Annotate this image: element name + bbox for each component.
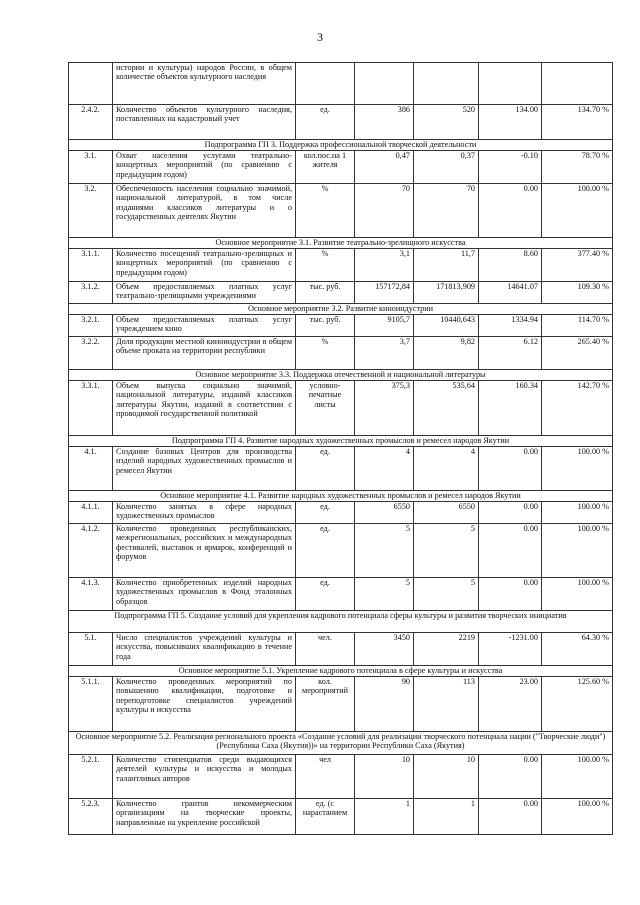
indicator-name: истории и культуры) народов России, в общем количестве объектов культурного наследия bbox=[113, 63, 296, 105]
actual-value: 6550 bbox=[414, 502, 479, 524]
planned-value: 1 bbox=[355, 799, 414, 835]
achievement-percent: 109.30 % bbox=[542, 282, 613, 304]
table-row bbox=[69, 315, 613, 337]
unit-of-measure: условно-печатные листы bbox=[296, 381, 355, 436]
achievement-percent: 142.70 % bbox=[542, 381, 613, 436]
actual-value: 2219 bbox=[414, 633, 479, 666]
deviation-value: 0.00 bbox=[479, 502, 542, 524]
row-number: 3.2. bbox=[69, 184, 113, 238]
achievement-percent: 100.00 % bbox=[542, 799, 613, 835]
section-row bbox=[69, 611, 613, 633]
deviation-value: 6.12 bbox=[479, 337, 542, 370]
indicator-name: Количество занятых в сфере народных художественных промыслов bbox=[113, 502, 296, 524]
achievement-percent: 78.70 % bbox=[542, 151, 613, 184]
unit-of-measure: ед. bbox=[296, 578, 355, 611]
row-number bbox=[69, 63, 113, 105]
table-row bbox=[69, 249, 613, 282]
deviation-value bbox=[479, 63, 542, 105]
section-heading: Основное мероприятие 5.2. Реализация регионального проекта «Создание условий для реализации творческого потенциала нации ("Творческие люди") (Республика Саха (Якутия))» на территории Республики Саха (Якутия) bbox=[69, 732, 613, 755]
actual-value: 9,82 bbox=[414, 337, 479, 370]
table-row bbox=[69, 502, 613, 524]
actual-value: 113 bbox=[414, 677, 479, 732]
deviation-value: 134.00 bbox=[479, 105, 542, 140]
actual-value: 10440,643 bbox=[414, 315, 479, 337]
deviation-value: 160.34 bbox=[479, 381, 542, 436]
planned-value: 3,1 bbox=[355, 249, 414, 282]
table-row bbox=[69, 755, 613, 799]
deviation-value: 1334.94 bbox=[479, 315, 542, 337]
actual-value: 5 bbox=[414, 524, 479, 578]
actual-value: 4 bbox=[414, 447, 479, 491]
indicator-name: Объем выпуска социально значимой, национальной литературы, изданий классиков литературы Якутии, изданий в соответствии с проводимой государственной политикой bbox=[113, 381, 296, 436]
achievement-percent: 100.00 % bbox=[542, 578, 613, 611]
deviation-value: -0.10 bbox=[479, 151, 542, 184]
section-heading: Подпрограмма ГП 5. Создание условий для укрепления кадрового потенциала сферы культуры и развития творческих инициатив bbox=[69, 611, 613, 633]
planned-value: 3,7 bbox=[355, 337, 414, 370]
actual-value: 1 bbox=[414, 799, 479, 835]
deviation-value: 0.00 bbox=[479, 524, 542, 578]
deviation-value: 23.00 bbox=[479, 677, 542, 732]
row-number: 5.1. bbox=[69, 633, 113, 666]
indicator-name: Количество проведенных республиканских, межрегиональных, российских и международных фестивалей, выставок и ярмарок, конференций и форумов bbox=[113, 524, 296, 578]
unit-of-measure: % bbox=[296, 337, 355, 370]
indicator-name: Охват населения услугами театрально-концертных мероприятий (по сравнению с предыдущим годом) bbox=[113, 151, 296, 184]
section-heading: Подпрограмма ГП 3. Поддержка профессиональной творческой деятельности bbox=[69, 140, 613, 151]
unit-of-measure: ед. bbox=[296, 105, 355, 140]
unit-of-measure bbox=[296, 63, 355, 105]
section-heading: Подпрограмма ГП 4. Развитие народных художественных промыслов и ремесел народов Якутии bbox=[69, 436, 613, 447]
deviation-value: -1231.00 bbox=[479, 633, 542, 666]
unit-of-measure: тыс. руб. bbox=[296, 315, 355, 337]
planned-value: 3450 bbox=[355, 633, 414, 666]
indicator-name: Количество грантов некоммерческим организациям на творческие проекты, направленные на укрепление российской bbox=[113, 799, 296, 835]
indicator-name: Количество стипендиатов среди выдающихся деятелей культуры и искусства и молодых талантливых авторов bbox=[113, 755, 296, 799]
table-row bbox=[69, 105, 613, 140]
deviation-value: 0.00 bbox=[479, 755, 542, 799]
table-row bbox=[69, 677, 613, 732]
section-row bbox=[69, 238, 613, 249]
planned-value: 9105,7 bbox=[355, 315, 414, 337]
table-row bbox=[69, 447, 613, 491]
achievement-percent: 100.00 % bbox=[542, 755, 613, 799]
planned-value: 5 bbox=[355, 524, 414, 578]
unit-of-measure: кол. мероприятий bbox=[296, 677, 355, 732]
row-number: 4.1.3. bbox=[69, 578, 113, 611]
unit-of-measure: кол.пос.на 1 жителя bbox=[296, 151, 355, 184]
achievement-percent: 100.00 % bbox=[542, 184, 613, 238]
deviation-value: 0.00 bbox=[479, 578, 542, 611]
achievement-percent: 265.40 % bbox=[542, 337, 613, 370]
row-number: 3.2.1. bbox=[69, 315, 113, 337]
achievement-percent bbox=[542, 63, 613, 105]
planned-value: 90 bbox=[355, 677, 414, 732]
planned-value bbox=[355, 63, 414, 105]
actual-value: 5 bbox=[414, 578, 479, 611]
achievement-percent: 100.00 % bbox=[542, 447, 613, 491]
deviation-value: 14641.07 bbox=[479, 282, 542, 304]
section-row bbox=[69, 666, 613, 677]
unit-of-measure: ед. (с нарастанием bbox=[296, 799, 355, 835]
table-row bbox=[69, 524, 613, 578]
unit-of-measure: ед. bbox=[296, 524, 355, 578]
row-number: 3.1. bbox=[69, 151, 113, 184]
row-number: 3.2.2. bbox=[69, 337, 113, 370]
indicator-name: Доля продукции местной киноиндустрии в общем объеме проката на территории республики bbox=[113, 337, 296, 370]
table-row bbox=[69, 282, 613, 304]
indicator-name: Объем предоставляемых платных услуг театрально-зрелищными учреждениями bbox=[113, 282, 296, 304]
planned-value: 0,47 bbox=[355, 151, 414, 184]
indicator-name: Обеспеченность населения социально значимой, национальной литературой, в том числе изданиями классиков литературы и о государственных деятелях Якутии bbox=[113, 184, 296, 238]
planned-value: 5 bbox=[355, 578, 414, 611]
row-number: 3.3.1. bbox=[69, 381, 113, 436]
planned-value: 6550 bbox=[355, 502, 414, 524]
section-heading: Основное мероприятие 5.1. Укрепление кадрового потенциала в сфере культуры и искусства bbox=[69, 666, 613, 677]
actual-value bbox=[414, 63, 479, 105]
achievement-percent: 377.40 % bbox=[542, 249, 613, 282]
section-row bbox=[69, 491, 613, 502]
row-number: 2.4.2. bbox=[69, 105, 113, 140]
planned-value: 386 bbox=[355, 105, 414, 140]
unit-of-measure: % bbox=[296, 249, 355, 282]
achievement-percent: 100.00 % bbox=[542, 524, 613, 578]
section-row bbox=[69, 140, 613, 151]
actual-value: 535,64 bbox=[414, 381, 479, 436]
table-row bbox=[69, 337, 613, 370]
table-row bbox=[69, 184, 613, 238]
unit-of-measure: чел. bbox=[296, 633, 355, 666]
section-row bbox=[69, 370, 613, 381]
achievement-percent: 134.70 % bbox=[542, 105, 613, 140]
section-row bbox=[69, 304, 613, 315]
row-number: 5.1.1. bbox=[69, 677, 113, 732]
table-row bbox=[69, 578, 613, 611]
unit-of-measure: ед. bbox=[296, 502, 355, 524]
row-number: 4.1.2. bbox=[69, 524, 113, 578]
section-heading: Основное мероприятие 4.1. Развитие народных художественных промыслов и ремесел народов Якутии bbox=[69, 491, 613, 502]
indicator-name: Количество проведенных мероприятий по повышению квалификации, подготовке и переподготовке специалистов учреждений культуры и искусства bbox=[113, 677, 296, 732]
indicator-name: Количество объектов культурного наследия, поставленных на кадастровый учет bbox=[113, 105, 296, 140]
deviation-value: 8.60 bbox=[479, 249, 542, 282]
indicator-name: Создание базовых Центров для производства изделий народных художественных промыслов и ремесел Якутии bbox=[113, 447, 296, 491]
planned-value: 157172,84 bbox=[355, 282, 414, 304]
planned-value: 375,3 bbox=[355, 381, 414, 436]
indicator-name: Количество посещений театрально-зрелищных и концертных мероприятий (по сравнению с предыдущим годом) bbox=[113, 249, 296, 282]
row-number: 5.2.3. bbox=[69, 799, 113, 835]
table-row bbox=[69, 63, 613, 105]
indicators-table bbox=[68, 62, 613, 835]
actual-value: 11,7 bbox=[414, 249, 479, 282]
actual-value: 70 bbox=[414, 184, 479, 238]
row-number: 3.1.2. bbox=[69, 282, 113, 304]
table-row bbox=[69, 633, 613, 666]
actual-value: 10 bbox=[414, 755, 479, 799]
achievement-percent: 100.00 % bbox=[542, 502, 613, 524]
section-row bbox=[69, 732, 613, 755]
indicator-name: Объем предоставляемых платных услуг учреждением кино bbox=[113, 315, 296, 337]
row-number: 4.1. bbox=[69, 447, 113, 491]
table-row bbox=[69, 151, 613, 184]
row-number: 3.1.1. bbox=[69, 249, 113, 282]
actual-value: 171813,909 bbox=[414, 282, 479, 304]
deviation-value: 0.00 bbox=[479, 184, 542, 238]
actual-value: 0,37 bbox=[414, 151, 479, 184]
unit-of-measure: чел bbox=[296, 755, 355, 799]
unit-of-measure: % bbox=[296, 184, 355, 238]
indicator-name: Количество приобретенных изделий народных художественных промыслов в Фонд эталонных образцов bbox=[113, 578, 296, 611]
table-row bbox=[69, 799, 613, 835]
planned-value: 70 bbox=[355, 184, 414, 238]
section-heading: Основное мероприятие 3.1. Развитие театрально-зрелищного искусства bbox=[69, 238, 613, 249]
row-number: 4.1.1. bbox=[69, 502, 113, 524]
planned-value: 10 bbox=[355, 755, 414, 799]
achievement-percent: 114.70 % bbox=[542, 315, 613, 337]
planned-value: 4 bbox=[355, 447, 414, 491]
page-number: 3 bbox=[317, 30, 323, 44]
indicator-name: Число специалистов учреждений культуры и искусства, повысивших квалификацию в течение года bbox=[113, 633, 296, 666]
achievement-percent: 64.30 % bbox=[542, 633, 613, 666]
row-number: 5.2.1. bbox=[69, 755, 113, 799]
section-heading: Основное мероприятие 3.3. Поддержка отечественной и национальной литературы bbox=[69, 370, 613, 381]
section-row bbox=[69, 436, 613, 447]
deviation-value: 0.00 bbox=[479, 799, 542, 835]
achievement-percent: 125.60 % bbox=[542, 677, 613, 732]
actual-value: 520 bbox=[414, 105, 479, 140]
unit-of-measure: ед. bbox=[296, 447, 355, 491]
section-heading: Основное мероприятие 3.2. Развитие киноиндустрии bbox=[69, 304, 613, 315]
deviation-value: 0.00 bbox=[479, 447, 542, 491]
table-row bbox=[69, 381, 613, 436]
unit-of-measure: тыс. руб. bbox=[296, 282, 355, 304]
